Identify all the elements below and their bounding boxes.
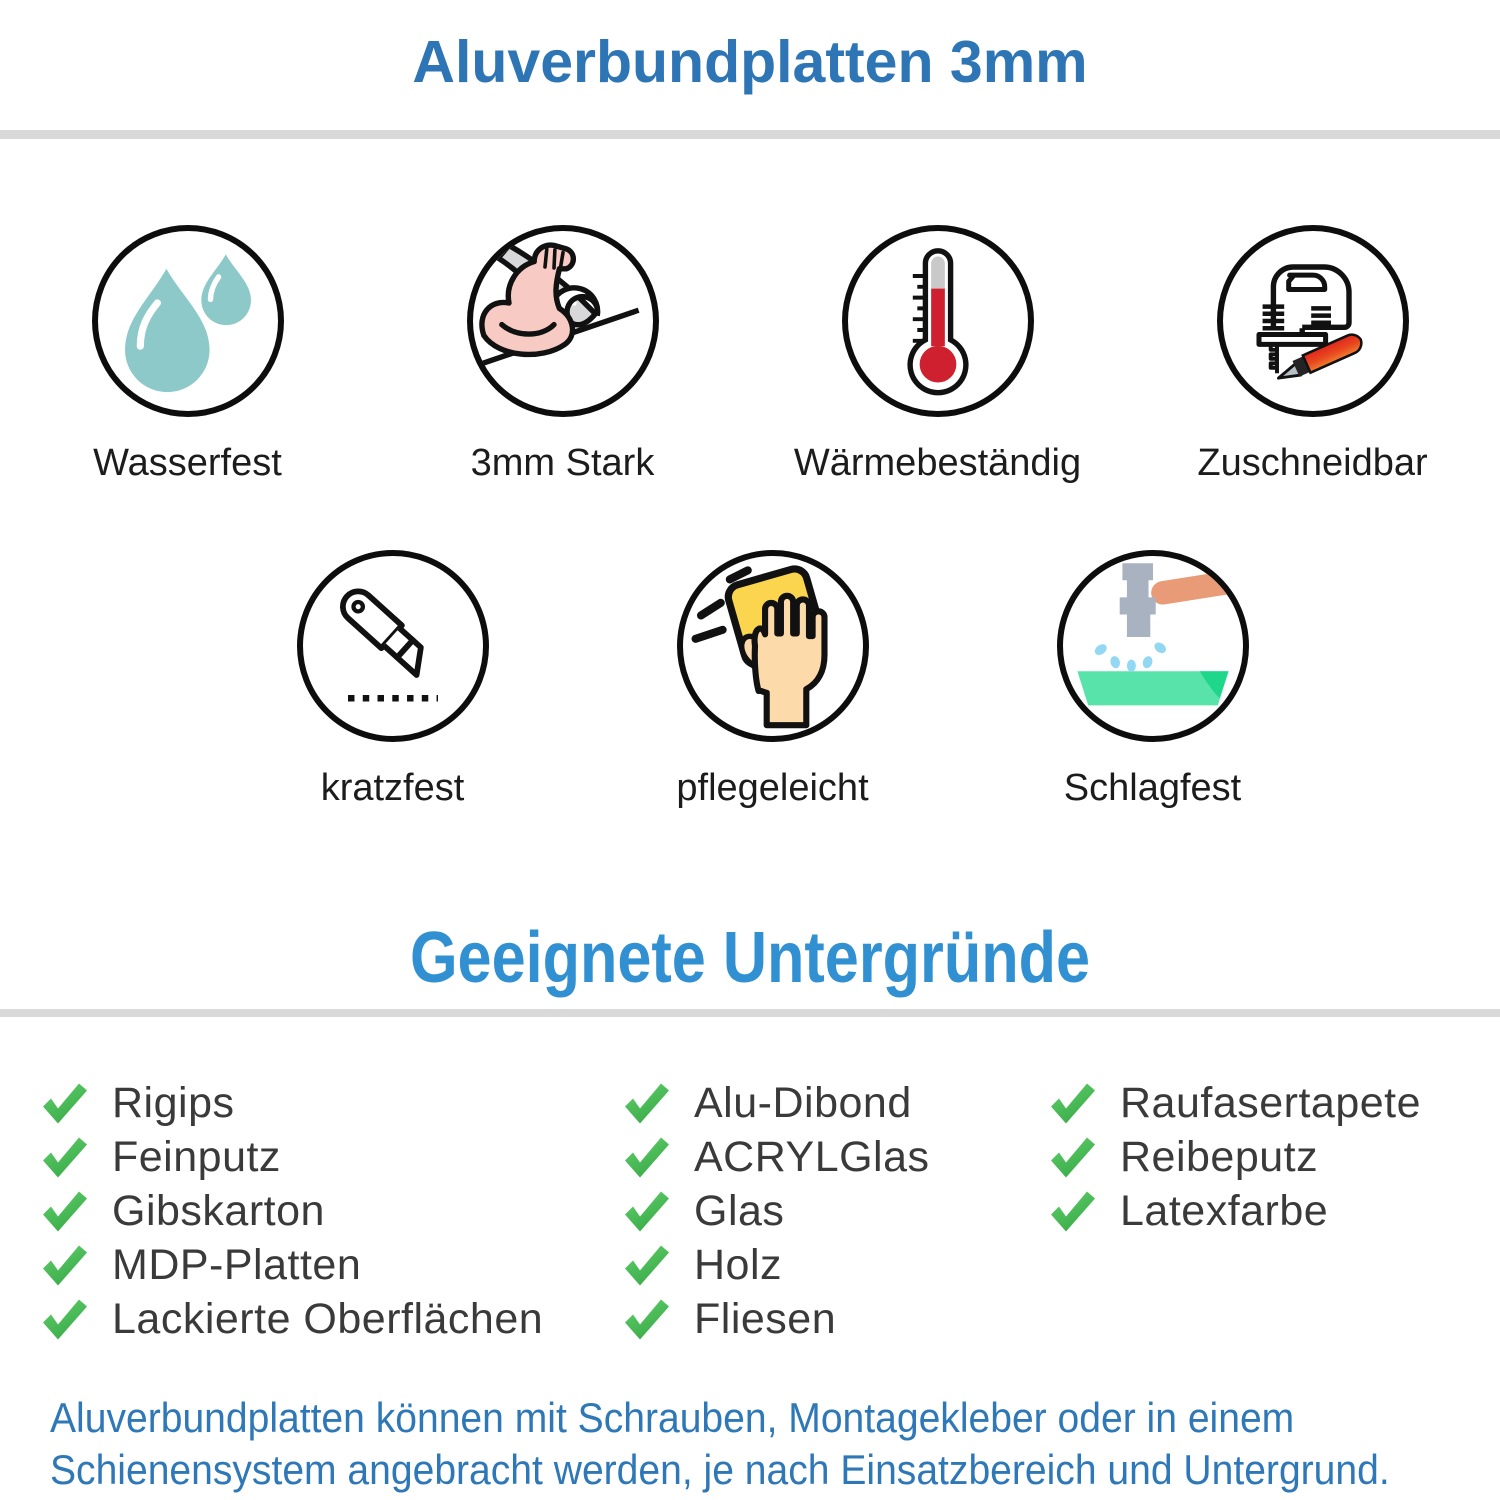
list-item bbox=[622, 1130, 930, 1184]
substrate-label: Holz bbox=[694, 1240, 783, 1289]
list-item bbox=[622, 1292, 930, 1346]
feature-label: pflegeleicht bbox=[676, 767, 869, 809]
thermometer-icon bbox=[842, 225, 1034, 417]
substrate-label: Feinputz bbox=[112, 1132, 281, 1181]
check-icon bbox=[622, 1189, 672, 1234]
hammer-icon bbox=[1057, 550, 1249, 742]
check-icon bbox=[622, 1081, 672, 1126]
substrate-label: Latexfarbe bbox=[1120, 1186, 1329, 1235]
feature-label: Wärmebeständig bbox=[793, 442, 1082, 484]
utility-knife-icon bbox=[297, 550, 489, 742]
check-icon bbox=[40, 1189, 90, 1234]
section-title-substrates: Geeignete Untergründe bbox=[409, 918, 1091, 998]
substrate-label: Lackierte Oberflächen bbox=[112, 1294, 544, 1343]
list-item bbox=[622, 1238, 930, 1292]
substrate-label: Gibskarton bbox=[112, 1186, 325, 1235]
substrate-label: Rigips bbox=[112, 1078, 235, 1127]
feature-label: Schlagfest bbox=[1063, 767, 1242, 809]
substrates-column-1 bbox=[40, 1076, 543, 1346]
substrate-label: MDP-Platten bbox=[112, 1240, 362, 1289]
substrates-column-2 bbox=[622, 1076, 930, 1346]
mounting-note bbox=[50, 1392, 1491, 1496]
list-item bbox=[40, 1184, 543, 1238]
check-icon bbox=[40, 1243, 90, 1288]
check-icon bbox=[622, 1243, 672, 1288]
check-icon bbox=[1048, 1189, 1098, 1234]
mounting-note-line-2: Schienensystem angebracht werden, je nach Einsatzbereich und Untergrund. bbox=[50, 1446, 1390, 1493]
check-icon bbox=[40, 1081, 90, 1126]
feature-strength bbox=[375, 225, 750, 485]
list-item bbox=[622, 1076, 930, 1130]
divider bbox=[0, 130, 1500, 139]
feature-easy-care bbox=[583, 550, 963, 810]
check-icon bbox=[622, 1135, 672, 1180]
check-icon bbox=[1048, 1081, 1098, 1126]
feature-label: Zuschneidbar bbox=[1197, 442, 1428, 484]
check-icon bbox=[1048, 1135, 1098, 1180]
list-item bbox=[40, 1076, 543, 1130]
substrate-label: Alu-Dibond bbox=[694, 1078, 912, 1127]
list-item bbox=[1048, 1076, 1421, 1130]
list-item bbox=[40, 1130, 543, 1184]
feature-waterproof bbox=[0, 225, 375, 485]
feature-impact-resistant bbox=[963, 550, 1343, 810]
check-icon bbox=[622, 1297, 672, 1342]
substrate-label: ACRYLGlas bbox=[694, 1132, 930, 1181]
feature-cuttable bbox=[1125, 225, 1500, 485]
flexed-arm-icon bbox=[467, 225, 659, 417]
list-item bbox=[1048, 1184, 1421, 1238]
feature-label: 3mm Stark bbox=[470, 442, 655, 484]
substrate-label: Reibeputz bbox=[1120, 1132, 1319, 1181]
mounting-note-line-1: Aluverbundplatten können mit Schrauben, Montagekleber oder in einem bbox=[50, 1394, 1295, 1441]
substrate-label: Raufasertapete bbox=[1120, 1078, 1422, 1127]
feature-label: Wasserfest bbox=[93, 442, 282, 484]
substrate-label: Glas bbox=[694, 1186, 785, 1235]
page-title: Aluverbundplatten 3mm bbox=[412, 29, 1088, 95]
check-icon bbox=[40, 1297, 90, 1342]
feature-label: kratzfest bbox=[320, 767, 465, 809]
divider bbox=[0, 1009, 1500, 1017]
feature-heat-resistant bbox=[750, 225, 1125, 485]
wiping-hand-icon bbox=[677, 550, 869, 742]
list-item bbox=[1048, 1130, 1421, 1184]
features-row-2 bbox=[0, 550, 1500, 810]
feature-scratchproof bbox=[203, 550, 583, 810]
list-item bbox=[622, 1184, 930, 1238]
jigsaw-icon bbox=[1217, 225, 1409, 417]
water-drops-icon bbox=[92, 225, 284, 417]
substrate-label: Fliesen bbox=[694, 1294, 837, 1343]
list-item bbox=[40, 1238, 543, 1292]
list-item bbox=[40, 1292, 543, 1346]
features-row-1 bbox=[0, 225, 1500, 485]
substrates-column-3 bbox=[1048, 1076, 1421, 1238]
check-icon bbox=[40, 1135, 90, 1180]
